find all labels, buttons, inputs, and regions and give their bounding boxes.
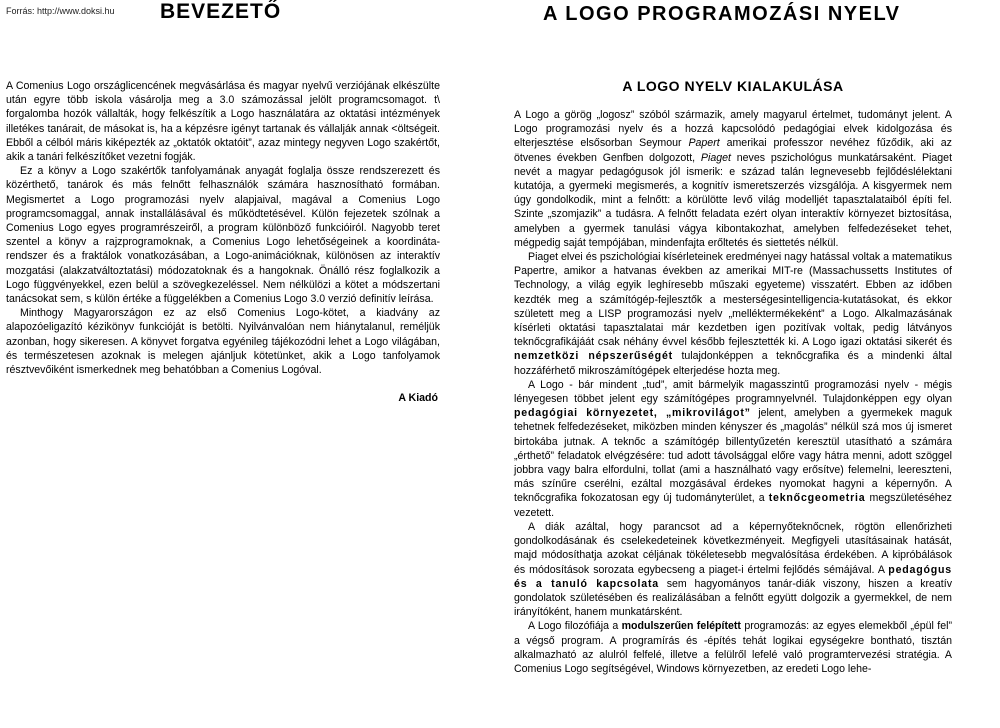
text-run: Piaget elvei és pszichológiai kísérleteinek eredményei nagy hatással voltak a matematikus Papertre, amikor a hatvanas években az amerikai MIT-re (Massachussetts Institutes of Technology, a világ egyik leghíresebb műszaki egyeteme) visszatért. Ebben az időben kezdték meg a számítógép-fejlesztők a mesterségesintelligencia-kutatásokat, és ekkor született meg a LISP programozási nyelv „melléktermékeként” a Logo. Alkalmazásának kísérleti oktatási tapasztalatai már kezdetben igen pozitívak voltak, pedig látványos teknőcgrafikájáát csak néhány évvel később fejlesztették ki. A Logo igazi oktatási sikerét és bbox=[514, 251, 952, 349]
text-run: megszületéséhez vezetett. bbox=[514, 492, 952, 519]
right-page-title: A LOGO PROGRAMOZÁSI NYELV bbox=[543, 3, 901, 25]
left-column bbox=[6, 79, 440, 405]
intro-paragraph-2: Ez a könyv a Logo szakértők tanfolyamának anyagát foglalja össze rendszerezett és közérthető, tanárok és más felnőtt felhasználók számára hasznosítható formában. Megismertet a Logo programozási nyelv alapjaival, magával a Comenius Logo programcsomaggal, annak installálásával és működtetésével. Külön fejezetek szólnak a Comenius Logo egyes programrészeiről, a program különböző funkcióiról. Nagyobb teret szentel a könyv a rajzprogramoknak, a Comenius Logo lehetőségeinek a koordináta-rendszer és a fraktálok vonatkozásában, a Logo-animációknak, különösen az interaktív mozgatási (alakzatváltoztatási) módozatoknak és a hangoknak. Önálló rész foglalkozik a Logo függvényekkel, ezen belül a szövegkezeléssel. Nem nélkülözi a kötet a módszertani tanácsokat sem, s külön értéke a függelékben a Comenius Logo 3.0 verzió definitív leírása. bbox=[6, 165, 440, 306]
emphasis-mikrovilag: pedagógiai környezetet, „mikrovilágot” bbox=[514, 407, 751, 420]
text-run: programozás: az egyes elemekből „épül fel” a végső program. A programírás és -építés tehát logikai egységekre bontható, tisztán alkalmazható az alulról felfelé, illetve a felülről lefelé való programtervezési stratégia. A Comenius Logo segítségével, Windows környezetben, az eredeti Logo lehe- bbox=[514, 620, 952, 675]
text-run: A Logo - bár mindent „tud”, amit bármelyik magasszintű programozási nyelv - mégis lényegesen többet jelent egy számítógépes programnyelvnél. Tulajdonképpen egy olyan bbox=[514, 378, 952, 406]
publisher-signature: A Kiadó bbox=[398, 392, 438, 405]
intro-paragraph-1: A Comenius Logo országlicencének megvásárlása és magyar nyelvű verziójának elkészülte után egyre több iskola vásárolja meg a 3.0 számozással jelölt programcsomagot. t\ forgalomba hozók vállalták, hogy felkészítik a Logo használatára az oktatási intézmények illetékes tanárait, de másokat is, ha a képzésre igényt tartanak és vállalják annak <öltségeit. Ebből a célból máris kiképezték az „oktatók oktatóit”, azaz mintegy negyven Logo szakértőt, akik a tanári felkészítőket vezetni fogják. bbox=[6, 80, 440, 164]
section-title: A LOGO NYELV KIALAKULÁSA bbox=[622, 78, 844, 94]
text-run: neves pszichológus munkatársaként. Piaget nevét a magyar pedagógusok jól ismerik: e század talán legnevesebb fejlődéslélektani kutatója, a gyermeki megismerés, a kognitív ismeretszerzés vizsgálója. A kisgyermek nem úgy gondolkodik, mint a felnőtt: a körülötte levő világ modelljét tapasztalataiból építi fel. Szinte „szomjazik” a tudásra. A felnőtt feladata ezért olyan interaktív környezet biztosítása, amelyben a gyermek tanulási vágya kibontakozhat, amelyben felfedezéseket tehet, mégpedig saját tempójában, mindenfajta erőltetés és siettetés nélkül. bbox=[514, 151, 953, 249]
emphasis-teknocgeometria: teknőcgeometria bbox=[768, 492, 866, 505]
emphasis-kapcsolat: pedagógus és a tanuló kapcsolata bbox=[514, 563, 952, 590]
text-run: sem hagyományos tanár-diák viszony, hiszen a kreatív gondolatok születésében és realizálásában a felnőtt együtt dolgozik a gyermekkel, de nem irányítóként, hanem munkatársként. bbox=[514, 577, 952, 619]
logo-paragraph-5 bbox=[514, 619, 952, 676]
text-run: jelent, amelyben a gyermekek maguk tehetnek felfedezéseket, miközben minden kényszer és „magolás” nélkül szá mos új ismeret birtokába jutnak. A teknőc a számítógép billentyűzetén keresztül utasítható a számára „érthető” feladatok elvégzésére: tud adott távolsággal előre vagy hátra menni, adott szöggel jobbra vagy balra elfordulni, tollat (ami a használható vagy erősítve) felemelni, leereszteni, más színűre cserélni, ezáltal mozgásával érdekes nyomokat hagyni a képernyőn. A teknőcgrafika fokozatosan egy új tudományterület, a bbox=[514, 407, 953, 505]
logo-paragraph-3 bbox=[514, 378, 952, 520]
logo-paragraph-1 bbox=[514, 108, 952, 250]
logo-paragraph-4 bbox=[514, 520, 952, 619]
left-page-title: BEVEZETŐ bbox=[160, 0, 282, 23]
emphasis-piaget: Piaget bbox=[700, 151, 731, 164]
emphasis-modulszeru: modulszerűen felépített bbox=[621, 620, 741, 633]
right-column bbox=[514, 108, 952, 676]
logo-paragraph-2 bbox=[514, 250, 952, 378]
intro-paragraph-3: Minthogy Magyarországon ez az első Comenius Logo-kötet, a kiadvány az alapozóeligazító kézikönyv funkcióját is betölti. Nyilvánvalóan nem hiánytalanul, reméljük azonban, hogy sikeresen. A könyvet forgatva egyénileg tájékozódni lehet a Logo világában, és természetesen azoknak is melegen ajánljuk kötetünket, akik a Logo tanfolyamok résztvevőiként ismerkednek meg behatóbban a Comenius Logóval. bbox=[6, 307, 440, 377]
emphasis-nepszeruseg: nemzetközi népszerűségét bbox=[514, 350, 673, 363]
text-run: tulajdonképpen a teknőcgrafika és a mindenki által hozzáférhető mikroszámítógépek elterjedése hozta meg. bbox=[514, 350, 952, 377]
text-run: A diák azáltal, hogy parancsot ad a képernyőteknőcnek, rögtön ellenőrizheti gondolkodásának és cselekedeteinek következményeit. Megfigyeli utasításainak hatását, majd módosíthatja azokat céljának tökéletesebb megvalósítása érdekében. A kipróbálások és módosítások sorozata egybecseng a piaget-i értelmi fejlődés sémájával. A bbox=[514, 520, 952, 576]
text-run: A Logo filozófiája a bbox=[528, 620, 622, 633]
source-note: Forrás: http://www.doksi.hu bbox=[6, 6, 115, 16]
text-run: A Logo a görög „logosz” szóból származik, amely magyarul értelmet, tudományt jelent. A Logo programozási nyelv és a hozzá kapcsolódó pedagógiai elvek kidolgozása és elterjesztése elsősorban Seymour bbox=[514, 109, 952, 150]
emphasis-papert: Papert bbox=[688, 137, 720, 150]
text-run: amerikai professzor nevéhez fűződik, aki az ötvenes években Genfben dolgozott, bbox=[514, 137, 952, 164]
